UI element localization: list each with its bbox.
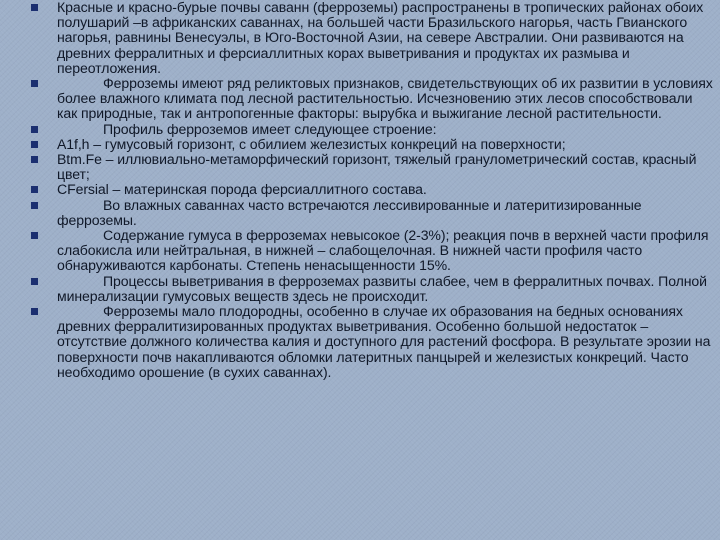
list-item bbox=[31, 182, 715, 197]
paragraph-text: CFersial – материнская порода ферсиаллитного состава. bbox=[57, 181, 427, 198]
bullet-list bbox=[31, 0, 715, 380]
list-item bbox=[31, 274, 715, 304]
square-bullet-icon bbox=[31, 202, 38, 209]
square-bullet-icon bbox=[31, 232, 38, 239]
paragraph-text: Ферроземы имеют ряд реликтовых признаков, свидетельствующих об их развитии в условиях более влажного климата под лесной растительностью. Исчезновению этих лесов способствовали как природные, так и антропогенные факторы: вырубка и выжигание лесной растительности. bbox=[57, 75, 713, 122]
paragraph-text: Содержание гумуса в ферроземах невысокое (2-3%); реакция почв в верхней части профиля слабокисла или нейтральная, в нижней – слабощелочная. В нижней части профиля часто обнаруживаются карбонаты. Степень ненасыщенности 15%. bbox=[57, 227, 709, 274]
list-item bbox=[31, 76, 715, 122]
square-bullet-icon bbox=[31, 4, 38, 11]
paragraph-text: A1f,h – гумусовый горизонт, с обилием железистых конкреций на поверхности; bbox=[57, 135, 566, 152]
paragraph-text: Btm.Fe – иллювиально-метаморфический горизонт, тяжелый гранулометрический состав, красный цвет; bbox=[57, 151, 697, 183]
square-bullet-icon bbox=[31, 141, 38, 148]
square-bullet-icon bbox=[31, 126, 38, 133]
paragraph-text: Во влажных саваннах часто встречаются лессивированные и латеритизированные ферроземы. bbox=[57, 196, 642, 228]
paragraph-text: Ферроземы мало плодородны, особенно в случае их образования на бедных основаниях древних ферралитизированных продуктах выветривания. Особенно большой недостаток – отсутствие должного количества калия и доступного для растений фосфора. В результате эрозии на поверхности почв накапливаются обломки латеритных панцырей и железистых конкреций. Часто необходимо орошение (в сухих саваннах). bbox=[57, 303, 711, 380]
square-bullet-icon bbox=[31, 308, 38, 315]
list-item bbox=[31, 198, 715, 228]
square-bullet-icon bbox=[31, 80, 38, 87]
list-item bbox=[31, 137, 715, 152]
list-item bbox=[31, 152, 715, 182]
square-bullet-icon bbox=[31, 278, 38, 285]
square-bullet-icon bbox=[31, 186, 38, 193]
list-item bbox=[31, 304, 715, 380]
list-item bbox=[31, 0, 715, 76]
paragraph-text: Красные и красно-бурые почвы саванн (ферроземы) распространены в тропических районах обоих полушарий –в африканских саваннах, на большей части Бразильского нагорья, часть Гвианского нагорья, равнины Венесуэлы, в Юго-Восточной Азии, на севере Австралии. Они развиваются на древних ферралитных и ферсиаллитных корах выветривания и продуктах их размыва и переотложения. bbox=[57, 0, 704, 76]
paragraph-text: Профиль ферроземов имеет следующее строение: bbox=[103, 120, 437, 137]
paragraph-text: Процессы выветривания в ферроземах развиты слабее, чем в ферралитных почвах. Полной минерализации гумусовых веществ здесь не происходит. bbox=[57, 272, 707, 304]
list-item bbox=[31, 122, 715, 137]
list-item bbox=[31, 228, 715, 274]
square-bullet-icon bbox=[31, 156, 38, 163]
